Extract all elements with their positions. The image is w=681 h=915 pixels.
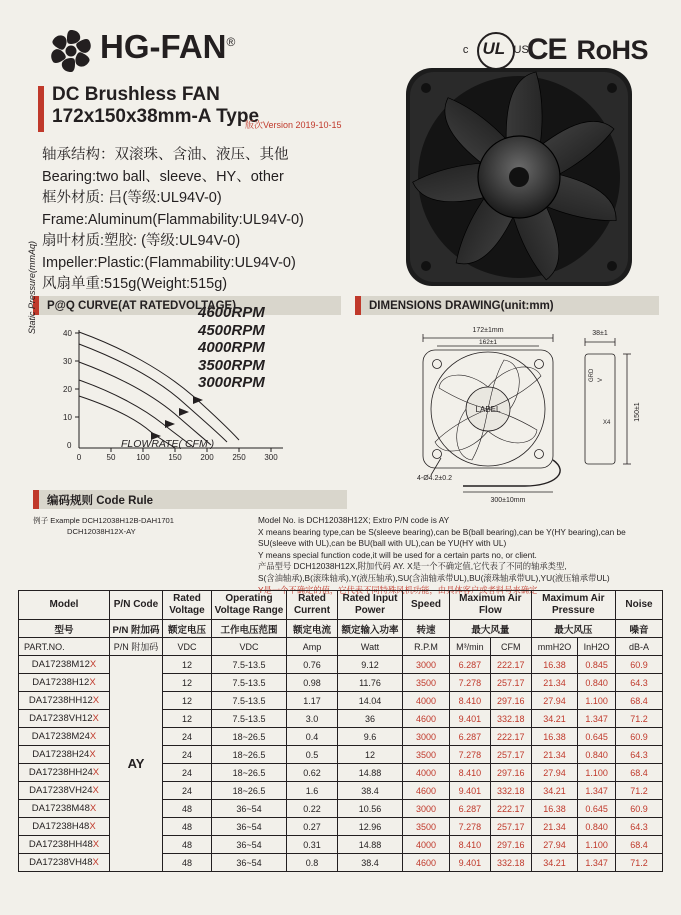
- th-pn-code: P/N Code: [110, 591, 163, 620]
- svg-text:162±1: 162±1: [478, 339, 498, 346]
- cell-rated-power: 14.04: [338, 692, 403, 710]
- code-rule-line: Model No. is DCH12038H12X; Extro P/N code is AY: [258, 515, 450, 525]
- cell-model: DA17238H12X: [19, 674, 110, 692]
- th-unit-m3: M³/min: [450, 638, 491, 656]
- svg-text:50: 50: [106, 453, 116, 462]
- cell-rated-power: 36: [338, 710, 403, 728]
- cell-speed: 3500: [403, 746, 450, 764]
- cell-airflow-m3: 8.410: [450, 692, 491, 710]
- cell-noise: 71.2: [616, 782, 663, 800]
- brand-text: HG-FAN: [100, 28, 227, 65]
- th-unit-cfm: CFM: [490, 638, 531, 656]
- th-unit-pn: P/N 附加码: [110, 638, 163, 656]
- cell-rated-voltage: 24: [163, 782, 212, 800]
- rpm-label: 3000RPM: [198, 374, 265, 391]
- th-unit-dba: dB-A: [616, 638, 663, 656]
- svg-text:150±1: 150±1: [634, 402, 641, 422]
- cell-rated-voltage: 12: [163, 692, 212, 710]
- th-cn-voltage: 额定电压: [163, 620, 212, 638]
- cell-airflow-cfm: 257.17: [490, 674, 531, 692]
- svg-text:38±1: 38±1: [592, 330, 608, 337]
- cell-airflow-cfm: 222.17: [490, 800, 531, 818]
- cell-airflow-cfm: 332.18: [490, 782, 531, 800]
- cell-model: DA17238M12X: [19, 656, 110, 674]
- spec-line: 扇叶材质:塑胶: (等级:UL94V-0): [42, 233, 241, 249]
- cell-speed: 3000: [403, 728, 450, 746]
- fan-product-photo: [390, 62, 648, 292]
- dimensions-drawing: [355, 296, 650, 504]
- cell-airflow-cfm: 332.18: [490, 854, 531, 872]
- cell-voltage-range: 7.5-13.5: [212, 692, 287, 710]
- th-unit-vdc: VDC: [163, 638, 212, 656]
- th-max-pressure: Maximum Air Pressure: [531, 591, 615, 620]
- cell-airflow-m3: 7.278: [450, 674, 491, 692]
- cell-rated-current: 1.17: [287, 692, 338, 710]
- cell-noise: 64.3: [616, 674, 663, 692]
- cell-voltage-range: 18~26.5: [212, 764, 287, 782]
- th-cn-range: 工作电压范围: [212, 620, 287, 638]
- cell-rated-voltage: 24: [163, 764, 212, 782]
- th-rated-current: Rated Current: [287, 591, 338, 620]
- table-body: [19, 656, 663, 872]
- cell-noise: 68.4: [616, 692, 663, 710]
- cell-voltage-range: 36~54: [212, 800, 287, 818]
- th-cn-noise: 噪音: [616, 620, 663, 638]
- cell-airflow-m3: 8.410: [450, 836, 491, 854]
- rpm-label: 4000RPM: [198, 339, 265, 356]
- th-cn-model: 型号: [19, 620, 110, 638]
- th-speed: Speed: [403, 591, 450, 620]
- cell-pressure-mmh2o: 27.94: [531, 764, 578, 782]
- spec-list: [42, 145, 382, 296]
- cell-noise: 60.9: [616, 656, 663, 674]
- fan-logo-icon: [48, 28, 94, 74]
- cell-voltage-range: 36~54: [212, 836, 287, 854]
- cell-voltage-range: 18~26.5: [212, 728, 287, 746]
- cell-rated-power: 12: [338, 746, 403, 764]
- cell-rated-current: 0.98: [287, 674, 338, 692]
- cell-pressure-inh2o: 0.840: [578, 818, 616, 836]
- example-label: 例子 Example: [33, 516, 80, 525]
- cell-rated-voltage: 24: [163, 746, 212, 764]
- th-cn-power: 额定输入功率: [338, 620, 403, 638]
- curve-x-axis-label: FLOWRATE( CFM ): [121, 438, 215, 450]
- cell-pn-code: AY: [110, 656, 163, 872]
- cell-pressure-inh2o: 1.347: [578, 854, 616, 872]
- code-rule-line: Y means special function code,it will be used for a certain parts no, or client.: [258, 549, 537, 560]
- th-cn-pressure: 最大风压: [531, 620, 615, 638]
- code-rule-example: [33, 515, 248, 537]
- cell-airflow-m3: 9.401: [450, 854, 491, 872]
- cell-pressure-inh2o: 1.347: [578, 710, 616, 728]
- cell-speed: 4000: [403, 764, 450, 782]
- cell-airflow-cfm: 257.17: [490, 746, 531, 764]
- trademark-symbol: ®: [226, 35, 236, 49]
- cell-voltage-range: 36~54: [212, 818, 287, 836]
- cell-rated-power: 9.12: [338, 656, 403, 674]
- th-rated-power: Rated Input Power: [338, 591, 403, 620]
- rohs-mark-icon: RoHS: [576, 34, 648, 65]
- version-text: 版次Version 2019-10-15: [245, 120, 342, 130]
- dimensions-heading-text: DIMENSIONS DRAWING(unit:mm): [369, 299, 554, 312]
- cell-noise: 60.9: [616, 800, 663, 818]
- code-rule-line: 产品型号 DCH12038H12X,附加代码 AY. X是一个不确定值,它代表了不同的轴承类型,: [258, 561, 567, 572]
- svg-text:10: 10: [63, 413, 72, 422]
- cell-noise: 68.4: [616, 764, 663, 782]
- cell-speed: 4000: [403, 692, 450, 710]
- ul-c-text: c: [462, 44, 469, 56]
- cell-pressure-inh2o: 1.100: [578, 764, 616, 782]
- cell-model: DA17238HH24X: [19, 764, 110, 782]
- code-rule-heading-text: 编码规则 Code Rule: [47, 494, 154, 507]
- svg-text:20: 20: [63, 385, 72, 394]
- th-operating-voltage: Operating Voltage Range: [212, 591, 287, 620]
- th-cn-pn: P/N 附加码: [110, 620, 163, 638]
- cell-model: DA17238H24X: [19, 746, 110, 764]
- spec-line: Bearing:two ball、sleeve、HY、other: [42, 168, 284, 185]
- svg-text:4-Ø4.2±0.2: 4-Ø4.2±0.2: [417, 475, 452, 482]
- cell-pressure-inh2o: 0.840: [578, 674, 616, 692]
- cell-speed: 3500: [403, 674, 450, 692]
- spec-line: 风扇单重:515g(Weight:515g): [42, 276, 228, 292]
- code-rule-heading: [33, 490, 347, 509]
- cell-rated-power: 14.88: [338, 836, 403, 854]
- code-rule-text: [258, 515, 658, 596]
- cell-pressure-inh2o: 0.845: [578, 656, 616, 674]
- cell-model: DA17238VH24X: [19, 782, 110, 800]
- cell-rated-voltage: 48: [163, 818, 212, 836]
- table-row: [19, 656, 663, 674]
- cell-airflow-cfm: 257.17: [490, 818, 531, 836]
- cell-voltage-range: 18~26.5: [212, 746, 287, 764]
- cell-noise: 64.3: [616, 818, 663, 836]
- cell-rated-voltage: 48: [163, 854, 212, 872]
- cell-rated-voltage: 24: [163, 728, 212, 746]
- svg-text:172±1mm: 172±1mm: [472, 327, 504, 334]
- curve-rpm-legend: [198, 304, 265, 392]
- cell-airflow-m3: 9.401: [450, 710, 491, 728]
- example-code-2: DCH12038H12X-AY: [67, 527, 136, 536]
- cell-pressure-mmh2o: 16.38: [531, 728, 578, 746]
- cell-rated-power: 9.6: [338, 728, 403, 746]
- brand-name: [100, 28, 235, 66]
- cell-model: DA17238HH12X: [19, 692, 110, 710]
- svg-text:LABEL: LABEL: [475, 405, 501, 414]
- svg-text:150: 150: [168, 453, 182, 462]
- cell-rated-voltage: 12: [163, 656, 212, 674]
- cell-rated-current: 0.5: [287, 746, 338, 764]
- cell-rated-current: 0.27: [287, 818, 338, 836]
- cell-airflow-cfm: 332.18: [490, 710, 531, 728]
- cell-pressure-mmh2o: 21.34: [531, 674, 578, 692]
- svg-text:GRD: GRD: [589, 368, 595, 382]
- cell-model: DA17238H48X: [19, 818, 110, 836]
- cell-voltage-range: 36~54: [212, 854, 287, 872]
- cell-pressure-mmh2o: 27.94: [531, 836, 578, 854]
- cell-rated-current: 0.31: [287, 836, 338, 854]
- cell-voltage-range: 7.5-13.5: [212, 674, 287, 692]
- spec-line: 轴承结构：双滚珠、含油、液压、其他: [42, 147, 289, 163]
- cell-rated-current: 0.4: [287, 728, 338, 746]
- cell-airflow-cfm: 297.16: [490, 692, 531, 710]
- table-header-row: [19, 591, 663, 620]
- cell-pressure-mmh2o: 34.21: [531, 854, 578, 872]
- table-header-row-units: [19, 638, 663, 656]
- th-unit-amp: Amp: [287, 638, 338, 656]
- cell-model: DA17238VH12X: [19, 710, 110, 728]
- cell-noise: 71.2: [616, 854, 663, 872]
- cell-rated-voltage: 12: [163, 674, 212, 692]
- cell-pressure-inh2o: 0.645: [578, 800, 616, 818]
- th-model: Model: [19, 591, 110, 620]
- ul-us-text: US: [513, 44, 529, 56]
- svg-text:300±10mm: 300±10mm: [490, 497, 526, 504]
- spec-line: Frame:Aluminum(Flammability:UL94V-0): [42, 211, 304, 228]
- example-code-1: DCH12038H12B-DAH1701: [81, 516, 174, 525]
- svg-text:300: 300: [264, 453, 278, 462]
- cell-speed: 3500: [403, 818, 450, 836]
- cell-pressure-mmh2o: 34.21: [531, 710, 578, 728]
- th-cn-speed: 转速: [403, 620, 450, 638]
- cell-rated-power: 12.96: [338, 818, 403, 836]
- cell-airflow-m3: 7.278: [450, 746, 491, 764]
- cell-noise: 68.4: [616, 836, 663, 854]
- cell-rated-power: 38.4: [338, 782, 403, 800]
- cell-rated-power: 38.4: [338, 854, 403, 872]
- cell-rated-voltage: 48: [163, 836, 212, 854]
- th-unit-inh2o: InH2O: [578, 638, 616, 656]
- th-unit-mmh2o: mmH2O: [531, 638, 578, 656]
- curve-y-axis-label: Static Pressure(mmAq): [27, 240, 37, 334]
- curve-heading-text: P@Q CURVE(AT RATEDVOLTAGE): [47, 299, 237, 312]
- cell-rated-current: 0.76: [287, 656, 338, 674]
- cell-pressure-inh2o: 1.100: [578, 836, 616, 854]
- cell-voltage-range: 7.5-13.5: [212, 656, 287, 674]
- cell-pressure-inh2o: 1.347: [578, 782, 616, 800]
- cell-airflow-cfm: 297.16: [490, 836, 531, 854]
- cell-airflow-m3: 6.287: [450, 728, 491, 746]
- cell-rated-current: 0.62: [287, 764, 338, 782]
- cell-pressure-inh2o: 0.645: [578, 728, 616, 746]
- rpm-label: 4600RPM: [198, 304, 265, 321]
- cell-voltage-range: 18~26.5: [212, 782, 287, 800]
- cell-airflow-m3: 8.410: [450, 764, 491, 782]
- th-max-airflow: Maximum Air Flow: [450, 591, 532, 620]
- th-unit-partno: PART.NO.: [19, 638, 110, 656]
- cell-airflow-m3: 6.287: [450, 800, 491, 818]
- code-rule-line: SU(sleeve with UL),can be BU(ball with UL),can be YU(HY with UL): [258, 538, 507, 549]
- cell-voltage-range: 7.5-13.5: [212, 710, 287, 728]
- rpm-label: 4500RPM: [198, 321, 265, 339]
- svg-text:V: V: [598, 377, 604, 382]
- cell-rated-voltage: 12: [163, 710, 212, 728]
- svg-text:0: 0: [67, 441, 72, 450]
- th-unit-watt: Watt: [338, 638, 403, 656]
- cell-pressure-mmh2o: 21.34: [531, 818, 578, 836]
- cell-pressure-inh2o: 1.100: [578, 692, 616, 710]
- svg-text:X4: X4: [603, 420, 611, 426]
- ul-text: UL: [482, 39, 506, 58]
- cell-rated-power: 14.88: [338, 764, 403, 782]
- cell-rated-power: 11.76: [338, 674, 403, 692]
- cell-airflow-m3: 9.401: [450, 782, 491, 800]
- svg-text:100: 100: [136, 453, 150, 462]
- th-unit-vdc-range: VDC: [212, 638, 287, 656]
- spec-line: 框外材质: 吕(等级:UL94V-0): [42, 190, 222, 206]
- cell-airflow-cfm: 222.17: [490, 656, 531, 674]
- cell-speed: 4600: [403, 782, 450, 800]
- th-rated-voltage: Rated Voltage: [163, 591, 212, 620]
- cell-speed: 3000: [403, 800, 450, 818]
- svg-text:200: 200: [200, 453, 214, 462]
- cell-speed: 4600: [403, 854, 450, 872]
- svg-text:30: 30: [63, 357, 72, 366]
- cell-noise: 64.3: [616, 746, 663, 764]
- cell-pressure-mmh2o: 27.94: [531, 692, 578, 710]
- cell-rated-voltage: 48: [163, 800, 212, 818]
- svg-text:40: 40: [63, 329, 72, 338]
- cell-airflow-cfm: 297.16: [490, 764, 531, 782]
- cell-pressure-mmh2o: 16.38: [531, 656, 578, 674]
- table-header-row-cn: [19, 620, 663, 638]
- code-rule-line: Y是一个不确定的值，它代表不同特殊风机功能，由具体客户或者料号来确定: [258, 584, 538, 595]
- code-rule-line: X means bearing type,can be S(sleeve bearing),can be B(ball bearing),can be Y(HY bearing),can be: [258, 526, 626, 537]
- cell-speed: 4600: [403, 710, 450, 728]
- cell-pressure-inh2o: 0.840: [578, 746, 616, 764]
- cell-pressure-mmh2o: 16.38: [531, 800, 578, 818]
- th-noise: Noise: [616, 591, 663, 620]
- rpm-label: 3500RPM: [198, 356, 265, 374]
- cell-rated-current: 0.22: [287, 800, 338, 818]
- cell-speed: 4000: [403, 836, 450, 854]
- th-cn-current: 额定电流: [287, 620, 338, 638]
- cell-rated-current: 3.0: [287, 710, 338, 728]
- spec-line: Impeller:Plastic:(Flammability:UL94V-0): [42, 254, 296, 271]
- code-rule-line: S(含油轴承),B(滚珠轴承),Y(液压轴承),SU(含油轴承带UL),BU(滚珠轴承带UL),YU(液压轴承带UL): [258, 572, 610, 583]
- th-unit-rpm: R.P.M: [403, 638, 450, 656]
- svg-text:0: 0: [76, 453, 82, 462]
- svg-text:250: 250: [232, 453, 246, 462]
- specification-table: [18, 590, 663, 872]
- th-cn-airflow: 最大风量: [450, 620, 532, 638]
- cell-airflow-cfm: 222.17: [490, 728, 531, 746]
- cell-pressure-mmh2o: 21.34: [531, 746, 578, 764]
- cell-noise: 71.2: [616, 710, 663, 728]
- cell-speed: 3000: [403, 656, 450, 674]
- cell-model: DA17238HH48X: [19, 836, 110, 854]
- cell-airflow-m3: 6.287: [450, 656, 491, 674]
- cell-noise: 60.9: [616, 728, 663, 746]
- cell-airflow-m3: 7.278: [450, 818, 491, 836]
- page-subtitle: 172x150x38mm-A Type: [52, 106, 260, 127]
- cell-model: DA17238VH48X: [19, 854, 110, 872]
- ce-mark-icon: CE: [526, 33, 567, 66]
- cell-rated-current: 1.6: [287, 782, 338, 800]
- cell-pressure-mmh2o: 34.21: [531, 782, 578, 800]
- cell-model: DA17238M24X: [19, 728, 110, 746]
- cell-model: DA17238M48X: [19, 800, 110, 818]
- page-title: DC Brushless FAN: [52, 84, 220, 105]
- cell-rated-power: 10.56: [338, 800, 403, 818]
- cell-rated-current: 0.8: [287, 854, 338, 872]
